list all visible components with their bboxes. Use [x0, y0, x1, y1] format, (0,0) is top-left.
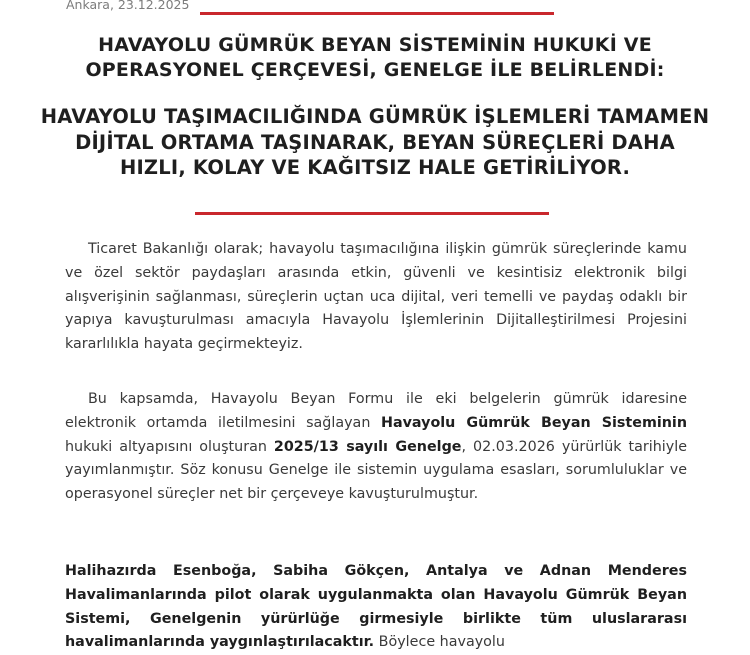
paragraph-intro: Ticaret Bakanlığı olarak; havayolu taşımacılığına ilişkin gümrük süreçlerinde kamu ve özel sektör paydaşları arasında etkin, güvenli ve kesintisiz elektronik bilgi alışverişinin sağlanması, süreçlerin uçtan uca dijital, veri temelli ve paydaş odaklı bir yapıya kavuşturulması amacıyla Havayolu İşlemlerinin Dijitalleştirilmesi Projesini kararlılıkla hayata geçirmekteyiz. [65, 241, 687, 353]
press-date: Ankara, 23.12.2025 [66, 0, 190, 12]
sub-headline: HAVAYOLU TAŞIMACILIĞINDA GÜMRÜK İŞLEMLERİ TAMAMEN DİJİTAL ORTAMA TAŞINARAK, BEYAN SÜREÇLERİ DAHA HIZLI, KOLAY VE KAĞITSIZ HALE GETİRİLİYOR. [40, 105, 710, 179]
main-headline: HAVAYOLU GÜMRÜK BEYAN SİSTEMİNİN HUKUKİ VE OPERASYONEL ÇERÇEVESİ, GENELGE İLE BELİRLENDİ: [85, 34, 665, 81]
p2-text-2: hukuki altyapısını oluşturan [65, 438, 274, 455]
p2-circular-name: 2025/13 sayılı Genelge [273, 438, 462, 455]
p3-bold-text: Halihazırda Esenboğa, Sabiha Gökçen, Antalya ve Adnan Menderes Havalimanlarında pilot olarak uygulanmakta olan Havayolu Gümrük Beyan Sistemi, Genelgenin yürürlüğe girmesiyle birlikte tüm uluslararası havalimanlarında yaygınlaştırılacaktır. [65, 563, 687, 651]
paragraph-rollout [65, 560, 687, 655]
p2-text-3: , 02.03.2026 yürürlük tarihiyle yayımlanmıştır. Söz konusu Genelge ile sistemin uygulama esasları, sorumluluklar ve operasyonel süreçler net bir çerçeveye kavuşturulmuştur. [65, 438, 687, 503]
paragraph-genelge [65, 388, 687, 507]
p2-system-name: Havayolu Gümrük Beyan Sisteminin [380, 414, 688, 431]
p3-text: Böylece havayolu [374, 634, 505, 651]
p2-text-1: Bu kapsamda, Havayolu Beyan Formu ile eki belgelerin gümrük idaresine elektronik ortamda iletilmesini sağlayan [65, 391, 687, 431]
headline-divider [195, 212, 549, 215]
top-divider [200, 12, 554, 15]
page-top-strip [0, 0, 750, 12]
